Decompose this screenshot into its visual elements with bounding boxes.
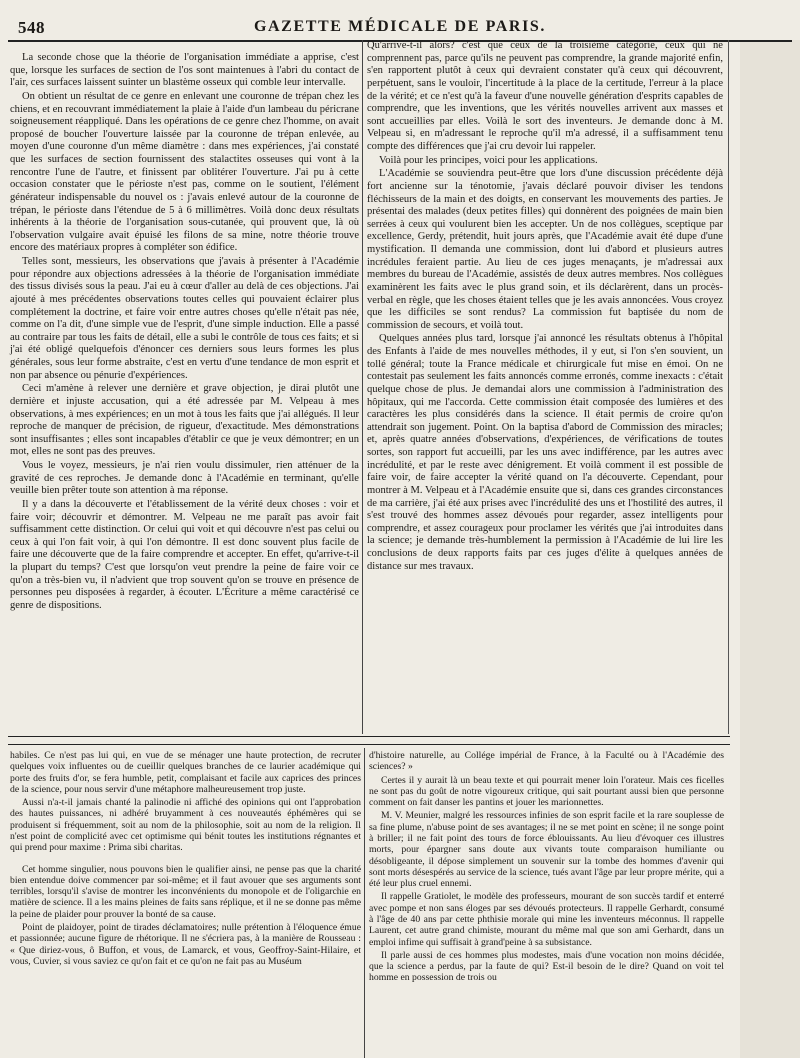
column-bottom-left	[10, 750, 361, 967]
paragraph: Vous le voyez, messieurs, je n'ai rien voulu dissimuler, rien atténuer de la gravité de ces reproches. Je demande donc à l'Académie en terminant, qu'elle veuille bien prêter toute son attention à ma réponse.	[10, 460, 359, 497]
column-top-right	[367, 40, 723, 573]
paragraph: Qu'arrive-t-il alors? c'est que ceux de la troisième catégorie, ceux qui ne comprennent pas, parce qu'ils ne peuvent pas comprendre, la grande majorité enfin, s'en rapportent plutôt à ceux qui devraient constater qu'à ceux qui découvrent, perpétuent, sans le vouloir, l'incertitude à la place de la certitude, l'erreur à la place de la vérité; et ce n'est qu'à la faveur d'une nouvelle génération d'esprits capables de comprendre, que les inventions, que les vérités nouvelles arrivent aux masses et sont accueillies par elles. Voilà le sort des inventeurs. Je demande donc à M. Velpeau si, en m'adressant le reproche qu'il m'a adressé, il a suffisamment tenu compte des différences que j'ai cru devoir lui rappeler.	[367, 40, 723, 152]
page-header	[8, 14, 792, 36]
paragraph: Il y a dans la découverte et l'établissement de la vérité deux choses : voir et faire voir; découvrir et démontrer. M. Velpeau ne me paraît pas avoir fait suffisamment cette distinction. Or celui qui voit et qui découvre n'est pas celui ou ceux à qui l'on fait voir, à qui l'on démontre. Il est donc souvent plus facile de faire une découverte que de la faire comprendre et accepter. En effet, qu'arrive-t-il la plupart du temps? C'est que lorsqu'on veut prendre la peine de faire voir ce qu'on a très-bien vu, il n'advient que trop souvent qu'on se trouve en présence de personnes peu disposées à regarder, à écouter. L'Écriture a même caractérisé ce genre de dispositions.	[10, 498, 359, 611]
feuilleton-rule	[8, 736, 730, 737]
paragraph: Voilà pour les principes, voici pour les applications.	[379, 154, 598, 166]
paragraph: habiles. Ce n'est pas lui qui, en vue de se ménager une haute protection, de recruter quelques voix influentes ou de cueillir quelques branches de ce laurier académique qui porte des fruits d'or, se fera humble, petit, complaisant et facile aux caprices des princes de la science, pour nous servir d'une métaphore malheureusement trop juste.	[10, 750, 361, 795]
paragraph: Aussi n'a-t-il jamais chanté la palinodie ni affiché des opinions qui ont l'approbation des hautes puissances, ni adhéré bruyamment à ces nouveautés éphémères qui se produisent si fréquemment, soit au nom de la philosophie, soit au nom de la religion. Il n'est point de complicité avec cet optimisme qui bénit toutes les institutions régnantes et qui prend pour maxime : Prima sibi charitas.	[10, 797, 361, 854]
column-divider	[364, 748, 365, 1058]
column-top-left	[10, 52, 359, 613]
feuilleton-rule	[8, 744, 730, 745]
page-edge-shadow	[740, 40, 800, 1058]
page-margin-rule	[728, 40, 729, 734]
paragraph: Certes il y aurait là un beau texte et qui pourrait mener loin l'orateur. Mais ces ficelles ne sont pas du goût de notre vigoureux critique, qui sait pourtant aussi bien que personne comment on fait danser les pantins et jouer les marionnettes.	[369, 774, 724, 809]
paragraph: M. V. Meunier, malgré les ressources infinies de son esprit facile et la rare souplesse de sa fine plume, n'abuse point de ses avantages; il ne se met point en scène; il ne songe point à briller; il ne fait point des tours de force éblouissants. Au lieu d'évoquer ces illustres morts, pour épargner sans doute aux vivants toute comparaison humiliante ou désobligeante, il dépose simplement un souvenir sur la tombe des hommes d'avenir qui sont morts désespérés au service de la science, tués avant l'âge par leur propre mérite, qui a été leur plus cruel ennemi.	[369, 810, 724, 890]
paragraph: d'histoire naturelle, au Collége impérial de France, à la Faculté ou à l'Académie des sciences? »	[369, 750, 724, 773]
paragraph: On obtient un résultat de ce genre en enlevant une couronne de trépan chez les chiens, et en recouvrant immédiatement la plaie à l'aide d'un lambeau du péricrane soigneusement réappliqué. Dans les opérations de ce genre chez l'homme, on avait proposé de boucher l'ouverture laissée par la couronne de trépan enlevée, au moyen d'une couronne d'un même diamètre : dans mes expériences, j'ai constaté que les surfaces de section fournissent des stalactites osseuses qui vont à la rencontre l'une de l'autre, et finissent par oblitérer l'ouverture. J'ai pu à cette occasion constater que le périoste n'est pas, comme on le soutient, l'élément générateur indispensable du nouvel os : j'avais enlevé autour de la couronne de trépan, le périoste dans l'étendue de 5 à 6 millimètres. Voilà donc deux résultats inhérents à la théorie de l'organisation sous-cutanée, qui prouvent que, là où l'observation vulgaire avait épuisé les filons de sa mine, notre théorie trouve encore des matériaux propres à compléter son édifice.	[10, 90, 359, 254]
paragraph: Il rappelle Gratiolet, le modèle des professeurs, mourant de son succès tardif et enterré avec pompe et non sans éloges par ses dévoués protecteurs. Il rappelle Gerhardt, consumé à l'âge de 40 ans par cette phthisie morale qui mine les inventeurs méconnus. Il rappelle Laurent, cet autre grand chimiste, mourant du même mal que son ami Gerhardt, dans un emploi infime qui suffisait à grand'peine à sa subsistance.	[369, 891, 724, 948]
column-divider	[362, 40, 363, 734]
paragraph: L'Académie se souviendra peut-être que lors d'une discussion précédente déjà fort ancienne sur la ténotomie, j'avais déclaré pouvoir diviser les tendons fléchisseurs de la main et des doigts, en conservant les mouvements des parties. Je présentai des malades (deux petites filles) qui donnèrent des poignées de main bien serrées à ceux qui voulurent bien les accepter. Un de nos collègues, sceptique par excellence, Gerdy, prétendit, huit jours après, que l'Académie avait été dupe d'une mystification. Il demanda une commission, dont lui d'abord et plusieurs autres incrédules feraient partie. Au lieu de ces juges menaçants, je m'adressai aux membres du bureau de l'Académie, assistés de deux autres membres. Nos collègues examinèrent les faits avec le plus grand soin, et ils déclarèrent, dans un procès-verbal en règle, que les choses étaient telles que je les avais annoncées. Vous croyez que les difficiles se sont rendus? La commission fut baptisée du nom de commission de secours, et voilà tout.	[367, 168, 723, 331]
paragraph: Cet homme singulier, nous pouvons bien le qualifier ainsi, ne pense pas que la charité bien entendue doive commencer par soi-même; et il faut avouer que ses arguments sont terribles, lorsqu'il s'avise de montrer les inconvénients du monopole et de l'oligarchie en matière de science. Il a les mains pleines de faits sans réplique, et il ne se donne pas même la peine de plaider pour prouver la bonté de sa cause.	[10, 863, 361, 920]
paragraph: Ceci m'amène à relever une dernière et grave objection, je dirai plutôt une dernière et injuste accusation, qui a été adressée par M. Velpeau à mes observations, à mes expériences; en un mot à tous les faits que j'ai allégués. Il leur reproche de manquer de précision, de rigueur, d'exactitude. Mes démonstrations sont insuffisantes ; elles sont incapables d'établir ce que je veux démontrer; en un mot, elles ne sont pas des preuves.	[10, 383, 359, 458]
journal-title: GAZETTE MÉDICALE DE PARIS.	[253, 18, 546, 35]
page-number: 548	[18, 18, 45, 37]
column-bottom-right	[369, 750, 724, 984]
paragraph: Telles sont, messieurs, les observations que j'avais à présenter à l'Académie pour répondre aux objections adressées à la théorie de l'organisation immédiate des tissus divisés sous la peau. J'ai eu à cœur d'aller au delà de ces objections. J'ai ajouté à mes précédentes observations toutes celles qui pouvaient éclairer plus complétement la doctrine, et faire voir entre autres choses qu'elle n'était pas née, comme on l'a dit, d'une simple vue de l'esprit, d'une simple induction. Elle a passé au contraire par tous les faits de détail, elle a subi le contrôle de tous ces faits; et si j'ai été obligé quelquefois d'énoncer ces derniers sous leurs formes les plus générales, sous leur forme abstraite, c'est en vertu d'une tendance de mon esprit et non par absence ou pénurie d'expériences.	[10, 256, 359, 381]
paragraph: Quelques années plus tard, lorsque j'ai annoncé les résultats obtenus à l'hôpital des Enfants à l'aide de mes nouvelles méthodes, il y eut, si l'on s'en souvient, un tollé général; toute la France médicale et chirurgicale fut mise en émoi. On ne contestait pas seulement les faits annoncés comme erronés, comme inexacts : c'était quelque chose de plus. Je demandai alors une commission à l'administration des hôpitaux, qui me l'accorda. Cette commission était composée des lumières et des caractères les plus considérés dans la science. Il était permis de croire qu'on attendrait son jugement. Point. On la baptisa d'abord de Commission des miracles; et, après quatre années d'observations, d'expériences, de vérifications de toutes sortes, son rapport fut accueilli, par les uns avec indifférence, par les autres avec incrédulité, et par le reste avec dénigrement. Et voilà comment il est possible de faire voir, de faire accepter la vérité quand on l'a découverte. Cependant, pour montrer à M. Velpeau et à l'Académie ensuite que si, dans ces grandes circonstances de ma carrière, j'ai été aux prises avec l'incrédulité des uns et l'hostilité des autres, il s'est trouvé des hommes assez dévoués pour regarder, assez intelligents pour comprendre, et assez courageux pour proclamer les vérités que j'ai introduites dans la science; je demande très-humblement la permission à l'Académie de lui lire les conclusions de deux rapports faits par ces juges d'élite à quelques années de distance sur mes travaux.	[367, 333, 723, 572]
paragraph: Point de plaidoyer, point de tirades déclamatoires; nulle prétention à l'éloquence émue et passionnée; aucune figure de rhétorique. Il ne s'écriera pas, à la manière de Rousseau : « Que diriez-vous, ô Buffon, et vous, de Lamarck, et vous, Geoffroy-Saint-Hilaire, et vous, Cuvier, si vous saviez ce qu'on fait et ce qu'on ne fait pas au Muséum	[10, 921, 361, 967]
paragraph: La seconde chose que la théorie de l'organisation immédiate a apprise, c'est que, lorsque les surfaces de section de l'os sont maintenues à l'abri du contact de l'air, ces surfaces laissent suinter un blastème osseux qui comble leur intervalle.	[10, 52, 359, 89]
paragraph: Il parle aussi de ces hommes plus modestes, mais d'une vocation non moins décidée, que la science a perdus, par la faute de qui? Est-il besoin de le dire? Quand on voit tel homme en possession de trois ou	[369, 949, 724, 984]
section-gap	[10, 854, 361, 864]
